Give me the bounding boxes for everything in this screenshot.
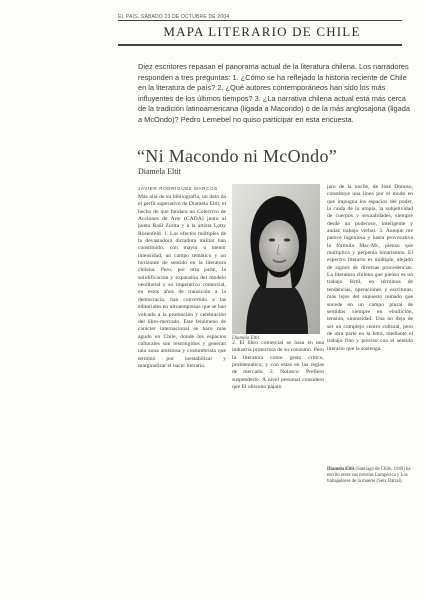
footnote-name: Diamela Eltit [327,467,355,472]
article-column-3 [327,184,413,464]
article-column-1 [138,194,226,452]
article-column-2 [232,340,324,458]
top-rule [118,20,402,21]
reporter-name: JAVIER RODRÍGUEZ MARCOS [138,186,218,191]
author-photo [232,184,320,334]
article-title: “Ni Macondo ni McOndo” [137,146,338,166]
photo-caption: Diamela Eltit. [232,336,261,341]
section-rule [118,44,402,46]
article-author: Diamela Eltit [138,167,181,176]
dateline: EL PAÍS, SÁBADO 23 DE OCTUBRE DE 2004 [118,14,230,20]
section-title: MAPA LITERARIO DE CHILE [163,24,361,39]
author-footnote [327,467,411,486]
intro-paragraph: Diez escritores repasan el panorama actual de la literatura chilena. Los narradores responden a tres preguntas: 1. ¿Cómo se ha reflejado la historia reciente de Chile en la literatura de país? 2. ¿Qué autores contemporáneos han sido los más influyentes de los últimos tiempos? 3. ¿La narrativa chilena actual está más cerca de la tradición latinoamericana (ligada a Macondo) o de la más anglosajona (ligada a McOndo)? Pedro Lemebel no quiso participar en esta encuesta. [138,62,410,124]
column-1-text: Más allá de su bibliografía, un dato da el perfil superativo de Diamela Eltit, el hecho de que fundara un Colectivo de Acciones de Arte (CADA) junto al poeta Raúl Zurita y a la artista Lotty Rosenfeld. 1. Los efectos múltiples de la devastadora dictadura militar han constituido, con mayor o menor intensidad, un campo temático y un horizonte de sentido en la literatura chilena. Pero, por otra parte, la solidificación y expansión del modelo neoliberal y su imperativo comercial, en estos años de transición a la democracia, han convertido a las editoriales en ultraempresas que se han volcado a la promoción y celebración del libro-mercado. Este fenómeno de carácter internacional se hace más agudo en Chile, donde los espacios culturales son restringidos y generan una zona amistosa y costumbrista que terminó por inestabilizar y marginalizar el hacer literario. [138,194,226,369]
footnote-text: (Santiago de Chile, 1949) ha escrito entre sus novelas Lumpérica y Los trabajadores de la muerte (Seix Barral). [327,467,411,485]
column-3-text: jaro de la noche, de José Donoso, constituye una línea por el modo en que impugna los espacios del poder, la caída de la utopía, la subjetividad de cuerpos y sexualidades, siempre desde un poderoso, inteligente y audaz trabajo verbal. 3. Aunque me parece ingeniosa y hasta provocativa la fórmula Mac-Mc, pienso que multiplica y perpetúa binarismos. El espectro literario es múltiple, alejado de signos de diversas procedencias. La literatura chilena que pienso es un trabajo fértil, en términos de tendencias, operaciones y escrituras, más lejos del supuesto reinado que sucede en un campo plural de sentidos siempre en ebullición, tensión, sinuosidad. Una no deja de ser un complejo centro cultural, pero de otra parte en la letra, mediante el trabajo fino y preciso con el sentido literario que la sostenga. [327,184,413,352]
column-2-text: 2. El libro comercial se basa en una industria protectora de su consumo. Pero la literatura como gesto crítico, problemático, y con estas en las reglas de mercado. 2. Nolasco: Prefiero suspenderlo. A nivel personal considero que El obsceno pájaro [232,340,324,391]
portrait-image [232,184,320,334]
